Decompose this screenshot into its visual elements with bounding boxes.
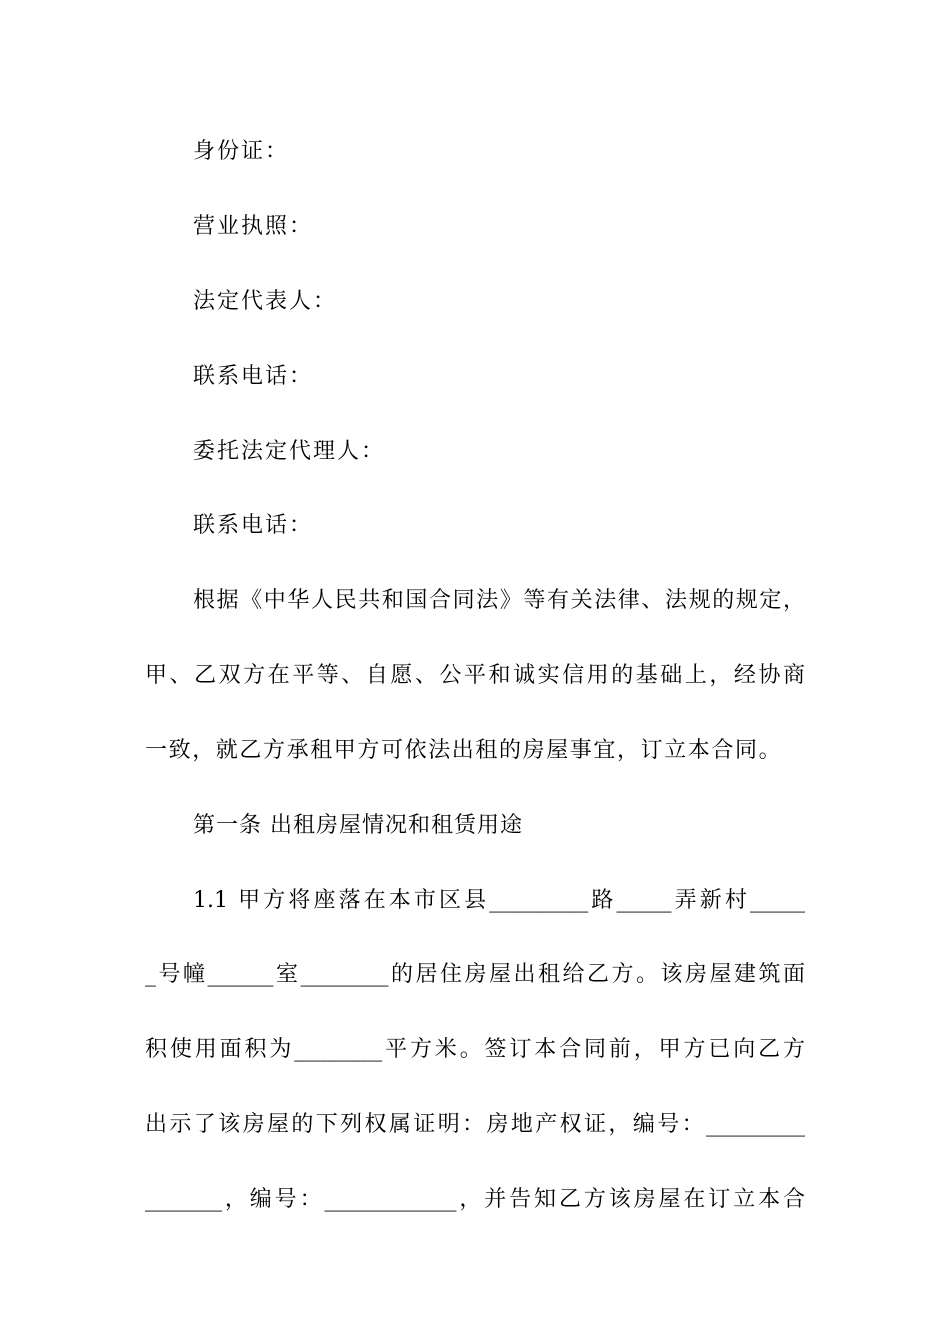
paragraph-line: 出示了该房屋的下列权属证明：房地产权证，编号：_________ (145, 1112, 805, 1137)
authorized-agent-label: 委托法定代理人： (193, 439, 386, 464)
agent-contact-phone-label: 联系电话： (193, 513, 314, 538)
contact-phone-label: 联系电话： (193, 364, 314, 389)
paragraph-line: 一致，就乙方承租甲方可依法出租的房屋事宜，订立本合同。 (145, 738, 783, 763)
paragraph-line: 根据《中华人民共和国合同法》等有关法律、法规的规定， (193, 588, 805, 613)
paragraph-line: 积使用面积为________平方米。签订本合同前，甲方已向乙方 (145, 1037, 805, 1062)
paragraph-line: 1.1 甲方将座落在本市区县_________路_____弄新村_____ (193, 888, 805, 913)
paragraph-line: 甲、乙双方在平等、自愿、公平和诚实信用的基础上，经协商 (145, 663, 805, 688)
paragraph-line: _______，编号：____________，并告知乙方该房屋在订立本合 (145, 1187, 805, 1212)
article-heading: 第一条 出租房屋情况和租赁用途 (193, 813, 523, 838)
business-license-label: 营业执照： (193, 214, 314, 239)
id-card-label: 身份证： (193, 139, 290, 164)
legal-representative-label: 法定代表人： (193, 289, 338, 314)
paragraph-line: _号幢______室________的居住房屋出租给乙方。该房屋建筑面 (145, 962, 805, 987)
